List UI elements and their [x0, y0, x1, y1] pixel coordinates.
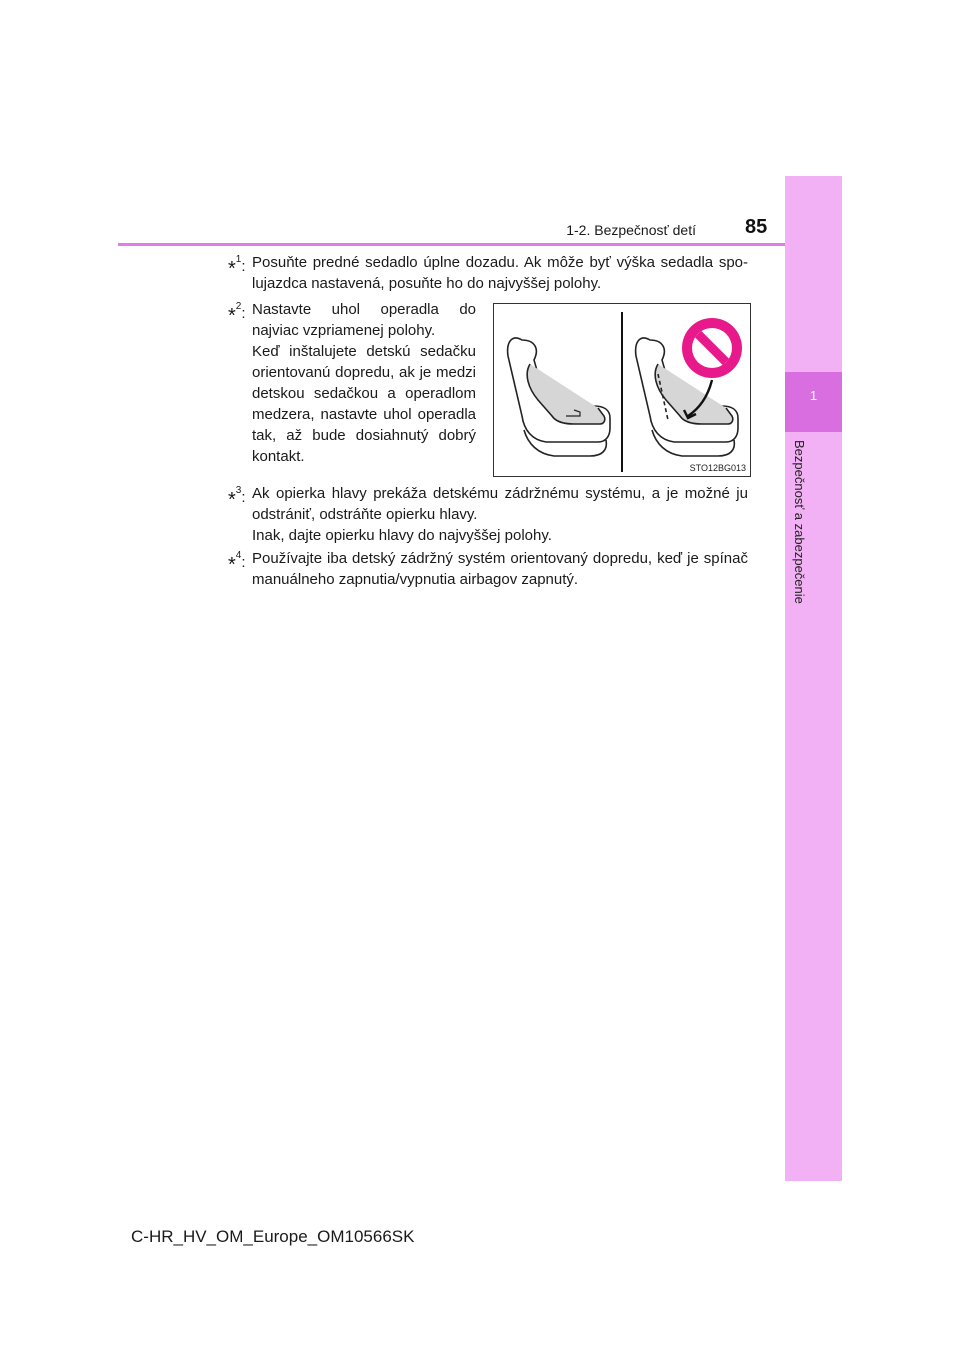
note-text: Posuňte predné sedadlo úplne dozadu. Ak môže byť výška sedadla spo- lujazdca nastavená, posuňte ho do najvyššej polohy.: [252, 254, 748, 292]
note-2: [228, 299, 476, 467]
note-text: Používajte iba detský zádržný systém orientovaný dopredu, keď je spínač manuálneho zapnutia/vypnutia airbagov zapnutý.: [252, 550, 748, 588]
note-marker: *$^3$:: [228, 485, 246, 511]
figure-code: STO12BG013: [689, 463, 746, 473]
header-rule: [118, 243, 785, 246]
note-marker: *$^1$:: [228, 254, 246, 280]
note-marker: *$^4$:: [228, 550, 246, 576]
page-number: 85: [745, 216, 768, 238]
note-text: Ak opierka hlavy prekáža detskému zádržnému systému, a je možné ju odstrániť, odstráňte opierku hlavy.: [252, 485, 748, 523]
document-id: C-HR_HV_OM_Europe_OM10566SK: [131, 1227, 415, 1246]
section-title: 1-2. Bezpečnosť detí: [566, 222, 696, 238]
note-text: Nastavte uhol operadla do najviac vzpriamenej polohy.: [252, 301, 476, 339]
note-marker: *$^2$:: [228, 301, 246, 327]
chapter-label: Bezpečnosť a zabezpečenie: [792, 440, 807, 604]
seat-diagram: [494, 304, 750, 476]
seat-correct: [508, 338, 610, 456]
chapter-side-tab: [785, 176, 842, 1181]
note-4: [228, 548, 748, 590]
seat-illustration: [493, 303, 751, 477]
prohibition-icon: [682, 318, 742, 378]
note-1: [228, 252, 748, 294]
note-text: Keď inštalujete detskú sedačku orientovanú dopredu, ak je medzi detskou sedačkou a operadlom medzera, nastavte uhol operadla tak, až bude dosiahnutý dobrý kontakt.: [252, 343, 476, 465]
note-3: [228, 483, 748, 546]
note-text: Inak, dajte opierku hlavy do najvyššej polohy.: [252, 527, 552, 544]
chapter-number: 1: [809, 388, 818, 403]
